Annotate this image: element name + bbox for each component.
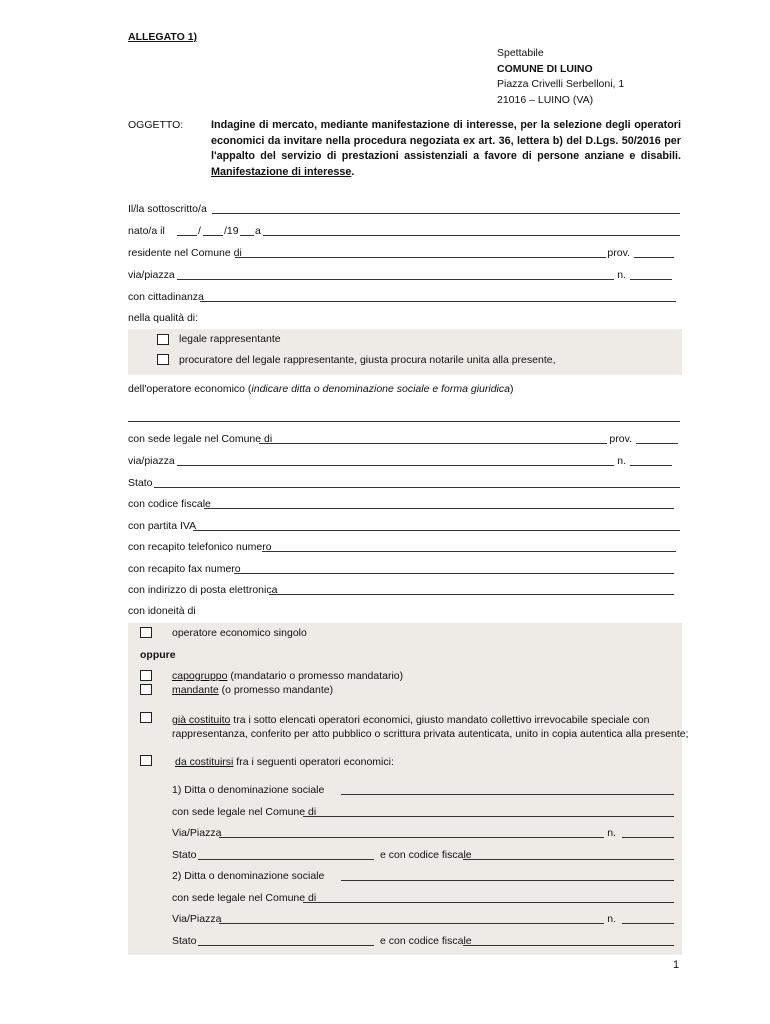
fax-line[interactable] — [128, 562, 680, 576]
idoneita-label: con idoneità di — [128, 605, 196, 617]
stato-line[interactable] — [128, 476, 680, 490]
gia-costituito-label — [172, 712, 681, 728]
ditta2-n-field[interactable] — [622, 923, 674, 924]
sede-prov-field[interactable] — [636, 443, 678, 444]
telefono-line[interactable] — [128, 540, 680, 554]
page-number: 1 — [673, 959, 680, 971]
email-line[interactable] — [128, 583, 680, 597]
telefono-label: con recapito telefonico numero — [128, 541, 272, 553]
ditta2-via-line[interactable] — [172, 912, 676, 926]
ditta2-via-label: Via/Piazza — [172, 913, 222, 925]
oggetto-label: OGGETTO: — [128, 119, 184, 131]
ditta1-stato-label: Stato — [172, 849, 197, 861]
nato-place-field[interactable] — [263, 235, 680, 236]
operatore-label — [128, 383, 513, 395]
ditta2-sede-field[interactable] — [303, 902, 674, 903]
sede-field[interactable] — [259, 443, 607, 444]
prov-field[interactable] — [634, 257, 674, 258]
oggetto-end: . — [351, 165, 355, 178]
ditta1-sede-field[interactable] — [303, 816, 674, 817]
n-field[interactable] — [630, 279, 672, 280]
mandante-checkbox[interactable] — [140, 684, 152, 695]
operatore-italic: indicare ditta o denominazione sociale e forma giuridica — [251, 383, 510, 395]
ditta1-via-label: Via/Piazza — [172, 827, 222, 839]
via-line[interactable] — [128, 268, 680, 282]
recipient-line: Spettabile — [497, 47, 544, 59]
ditta1-cf-field[interactable] — [463, 859, 674, 860]
piva-line[interactable] — [128, 519, 680, 533]
nato-year-label: /19 — [224, 225, 239, 237]
nato-day-field[interactable] — [177, 235, 197, 236]
ditta1-field[interactable] — [341, 794, 674, 795]
operatore-field-line[interactable] — [128, 410, 680, 424]
ditta1-n-label: n. — [607, 827, 616, 839]
sede-line[interactable] — [128, 432, 680, 446]
singolo-label: operatore economico singolo — [172, 627, 307, 639]
operatore-suffix: ) — [509, 383, 514, 395]
residente-line[interactable] — [128, 246, 680, 260]
da-costituirsi-label — [175, 756, 394, 768]
stato-label: Stato — [128, 477, 153, 489]
mandante-underlined: mandante — [172, 684, 219, 696]
email-label: con indirizzo di posta elettronica — [128, 584, 278, 596]
da-underlined: da costituirsi — [175, 756, 234, 768]
ditta2-via-field[interactable] — [219, 923, 604, 924]
ditta2-line[interactable] — [172, 869, 676, 883]
recipient-block — [497, 46, 624, 108]
sottoscritto-label: Il/la sottoscritto/a — [128, 203, 207, 215]
ditta2-sede-label: con sede legale nel Comune di — [172, 892, 317, 904]
sede-via-field[interactable] — [177, 465, 614, 466]
nato-slash: / — [198, 225, 201, 237]
residente-label: residente nel Comune di — [128, 247, 242, 259]
fax-label: con recapito fax numero — [128, 563, 241, 575]
piva-label: con partita IVA — [128, 520, 197, 532]
capogruppo-rest: (mandatario o promesso mandatario) — [227, 670, 404, 682]
cf-field[interactable] — [204, 508, 674, 509]
sede-prov-label: prov. — [609, 433, 632, 445]
ditta1-via-field[interactable] — [219, 837, 604, 838]
gia-costituito-checkbox[interactable] — [140, 712, 152, 723]
ditta1-stato-line[interactable] — [172, 848, 676, 862]
ditta1-sede-line[interactable] — [172, 805, 676, 819]
oggetto-text — [211, 118, 681, 180]
n-label: n. — [617, 269, 626, 281]
nato-line[interactable] — [128, 224, 680, 238]
procuratore-checkbox[interactable] — [157, 354, 169, 365]
capogruppo-checkbox[interactable] — [140, 670, 152, 681]
da-rest: fra i seguenti operatori economici: — [233, 756, 394, 768]
sottoscritto-field[interactable] — [212, 213, 680, 214]
ditta1-line[interactable] — [172, 783, 676, 797]
ditta1-n-field[interactable] — [622, 837, 674, 838]
ditta2-sede-line[interactable] — [172, 891, 676, 905]
telefono-field[interactable] — [262, 551, 676, 552]
email-field[interactable] — [269, 594, 674, 595]
prov-label: prov. — [607, 247, 630, 259]
ditta2-cf-field[interactable] — [463, 945, 674, 946]
cf-line[interactable] — [128, 497, 680, 511]
sede-via-label: via/piazza — [128, 455, 175, 467]
operatore-prefix: dell'operatore economico ( — [128, 383, 252, 395]
da-costituirsi-checkbox[interactable] — [140, 755, 152, 766]
mandante-rest: (o promesso mandante) — [218, 684, 334, 696]
capogruppo-underlined: capogruppo — [172, 670, 228, 682]
ditta2-label: 2) Ditta o denominazione sociale — [172, 870, 325, 882]
nato-label: nato/a il — [128, 225, 165, 237]
sede-n-label: n. — [617, 455, 626, 467]
gia-line1: tra i sotto elencati operatori economici, giusto mandato collettivo irrevocabile speciale con — [230, 714, 650, 726]
operatore-field[interactable] — [128, 421, 680, 422]
sede-n-field[interactable] — [630, 465, 672, 466]
mandante-label — [172, 684, 333, 696]
legale-label: legale rappresentante — [179, 333, 281, 345]
stato-field[interactable] — [154, 487, 680, 488]
procuratore-label: procuratore del legale rappresentante, giusta procura notarile unita alla presente, — [179, 354, 556, 366]
recipient-name: COMUNE DI LUINO — [497, 62, 593, 75]
nato-month-field[interactable] — [203, 235, 223, 236]
capogruppo-label — [172, 670, 403, 682]
sottoscritto-line[interactable] — [128, 202, 680, 216]
residente-field[interactable] — [235, 257, 606, 258]
nato-year-field[interactable] — [240, 235, 254, 236]
ditta2-stato-label: Stato — [172, 935, 197, 947]
sede-via-line[interactable] — [128, 454, 680, 468]
via-label: via/piazza — [128, 269, 175, 281]
allegato-label: ALLEGATO 1) — [128, 31, 198, 43]
gia-underlined: già costituito — [172, 714, 231, 726]
ditta1-via-line[interactable] — [172, 826, 676, 840]
sede-label: con sede legale nel Comune di — [128, 433, 273, 445]
oggetto-underlined: Manifestazione di interesse — [211, 165, 352, 178]
ditta2-cf-label: e con codice fiscale — [380, 935, 472, 947]
via-field[interactable] — [177, 279, 614, 280]
fax-field[interactable] — [234, 573, 674, 574]
cittadinanza-line[interactable] — [128, 290, 680, 304]
recipient-address: Piazza Crivelli Serbelloni, 1 — [497, 78, 625, 90]
ditta2-field[interactable] — [341, 880, 674, 881]
ditta1-stato-field[interactable] — [198, 859, 374, 860]
oggetto-main: Indagine di mercato, mediante manifestazione di interesse, per la selezione degli operatori economici da invitare nella procedura negoziata ex art. 36, lettera b) del D.Lgs. 50/2016 per l'appalto del servizio di prestazioni assistenziali a favore di persone anziane e disabili. — [211, 119, 681, 163]
legale-checkbox[interactable] — [157, 334, 169, 345]
gia-line2: rappresentanza, conferito per atto pubblico o scrittura privata autenticata, unito in copia autentica alla presente; — [172, 728, 689, 740]
cf-label: con codice fiscale — [128, 498, 211, 510]
piva-field[interactable] — [193, 530, 680, 531]
oppure-label: oppure — [140, 649, 176, 661]
ditta2-stato-line[interactable] — [172, 934, 676, 948]
ditta1-label: 1) Ditta o denominazione sociale — [172, 784, 325, 796]
ditta2-stato-field[interactable] — [198, 945, 374, 946]
nato-a-label: a — [255, 225, 261, 237]
singolo-checkbox[interactable] — [140, 627, 152, 638]
recipient-city: 21016 – LUINO (VA) — [497, 93, 594, 106]
cittadinanza-label: con cittadinanza — [128, 291, 204, 303]
cittadinanza-field[interactable] — [200, 301, 676, 302]
ditta2-n-label: n. — [607, 913, 616, 925]
ditta1-sede-label: con sede legale nel Comune di — [172, 806, 317, 818]
ditta1-cf-label: e con codice fiscale — [380, 849, 472, 861]
qualita-label: nella qualità di: — [128, 312, 199, 324]
